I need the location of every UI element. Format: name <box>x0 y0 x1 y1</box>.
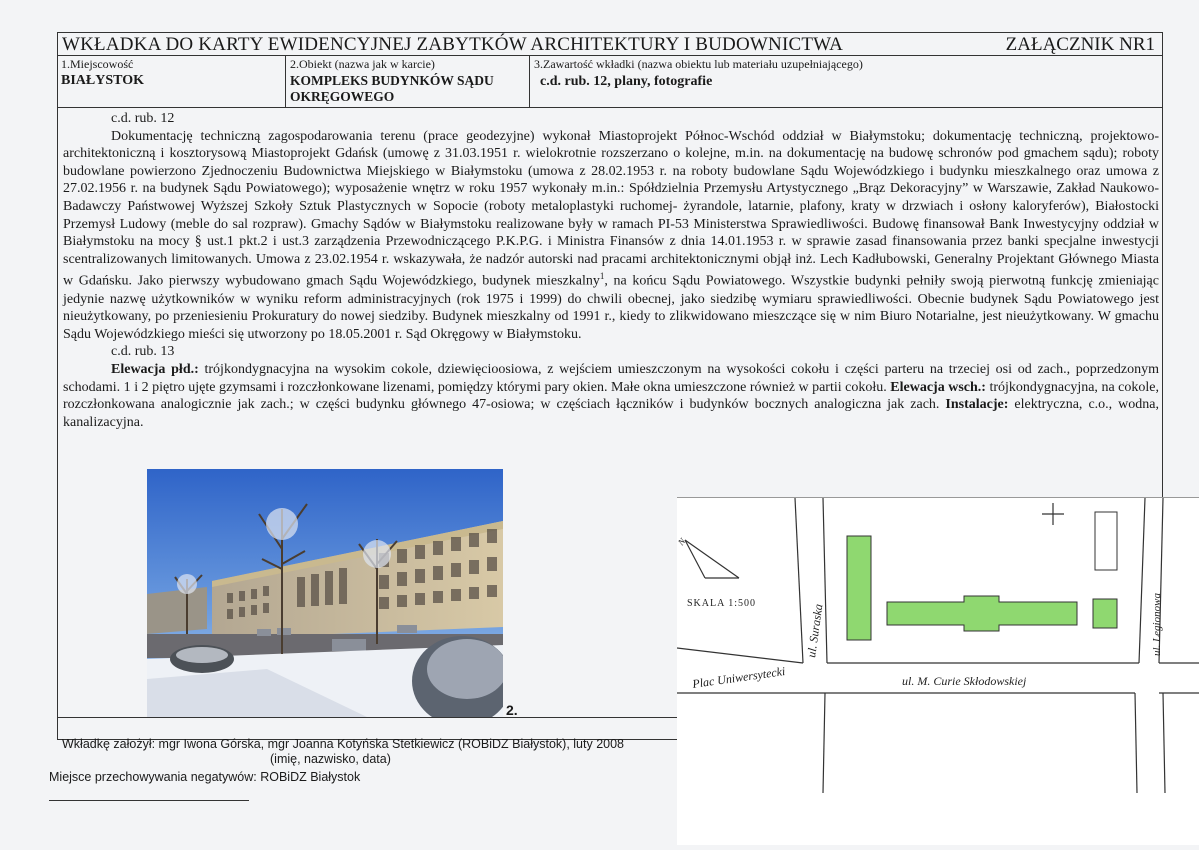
install-label: Instalacje: <box>945 397 1009 413</box>
building-outline <box>1095 512 1117 570</box>
footnote-mark: 1 <box>599 271 605 282</box>
place-value: BIAŁYSTOK <box>61 73 144 88</box>
section1-paragraph <box>63 128 1159 344</box>
document-body <box>63 110 1159 431</box>
author-line: Wkładkę założył: mgr Iwona Górska, mgr Joanna Kotyńska Stetkiewicz (ROBiDZ Białystok), luty 2008 <box>62 737 625 751</box>
elev-south-label: Elewacja płd.: <box>111 361 199 377</box>
section2-paragraph <box>63 361 1159 431</box>
card-title: WKŁADKA DO KARTY EWIDENCYJNEJ ZABYTKÓW ARCHITEKTURY I BUDOWNICTWA <box>62 34 844 55</box>
street-legionowa: ul. Legionowa <box>1151 593 1163 656</box>
elev-east-text: trójkondygnacyjna, na cokole, rozczłonkowana analogicznie jak zach.; w części budynku głównego 47-osiowa; w częściach łączników i budynków bocznych analogiczna jak zach. <box>63 379 1159 413</box>
annex-label: ZAŁĄCZNIK NR1 <box>1005 34 1155 55</box>
title-row <box>57 32 1163 56</box>
building-photo <box>147 469 503 717</box>
north-label: N <box>677 536 688 548</box>
elev-south-text: trójkondygnacyjna na wysokim cokole, dziewięcioosiowa, z wejściem umieszczonym na wysokości cokołu i części parteru na trzeciej osi od zach., poprzedzonym schodami. 1 i 2 piętro ujęte gzymsami i rozczłonkowane lizenami, pomiędzy którymi pary okien. Małe okna umieszczone również w partii cokołu. <box>63 361 1160 395</box>
object-label: 2.Obiekt (nazwa jak w karcie) <box>290 57 435 71</box>
object-value: KOMPLEKS BUDYNKÓW SĄDU OKRĘGOWEGO <box>290 73 494 104</box>
court-buildings <box>847 512 1117 640</box>
signature-line <box>49 800 249 801</box>
building-east <box>1093 599 1117 628</box>
square-label: Plac Uniwersytecki <box>691 664 787 691</box>
place-cell <box>57 56 286 108</box>
place-label: 1.Miejscowość <box>61 57 134 71</box>
footer-divider <box>57 717 677 718</box>
content-label: 3.Zawartość wkładki (nazwa obiektu lub materiału uzupełniającego) <box>534 57 863 71</box>
building-main <box>887 596 1077 631</box>
site-plan-drawing <box>677 498 1199 845</box>
photo-number: 2. <box>506 702 518 718</box>
content-value: c.d. rub. 12, plany, fotografie <box>540 74 713 89</box>
section1-text-a: Dokumentację techniczną zagospodarowania terenu (prace geodezyjne) wykonał Miastoprojekt Północ-Wschód oddział w Białymstoku; dokumentację techniczną, projektowo-architektoniczną i kosztorysową Miastoprojekt Gdańsk (umowę z 31.03.1951 r. wielokrotnie rozszerzano o kolejne, m.in. na dokumentację na budowę schronów pod gmachem sądu); roboty budowlane powierzono Zjednoczeniu Budownictwa Miejskiego w Białymstoku (umowa z 28.02.1953 r. na roboty budowlane Sądu Wojewódzkiego i budynku mieszkalnego oraz umowa z 27.02.1956 r. na budynek Sądu Powiatowego); wyposażenie wnętrz w roku 1957 wykonały m.in.: Spółdzielnia Przemysłu Artystycznego „Brąz Dekoracyjny” w Warszawie, Zakład Naukowo-Badawczy Państwowej Wyższej Szkoły Sztuk Plastycznych w Sopocie (roboty metaloplastyki ruchomej- żyrandole, latarnie, plafony, kraty w drzwiach i osłony kaloryferów), Białostocki Przemysł Ludowy (meble do sal rozpraw). Gmachy Sądów w Białymstoku realizowane były w ramach PI-53 Ministerstwa Sprawiedliwości. Budowę finansował Bank Inwestycyjny oddział w Białymstoku na mocy § ust.1 pkt.2 i ust.3 zarządzenia Przewodniczącego P.K.P.G. i Ministra Finansów z dnia 14.01.1953 r. w sprawie zasad finansowania przez banki specjalne inwestycji scentralizowanych limitowanych. Umowa z 23.02.1954 r. wskazywała, że nadzór autorski nad pracami architektonicznymi objął inż. Lech Kadłubowski, Generalny Projektant Głównego Miasta w Gdańsku. Jako pierwszy wybudowano gmach Sądu Wojewódzkiego, budynek mieszkalny <box>63 128 1159 289</box>
street-curie: ul. M. Curie Skłodowskiej <box>902 674 1027 688</box>
section1-heading: c.d. rub. 12 <box>111 111 175 126</box>
section1-text-b: , na końcu Sądu Powiatowego. Wszystkie budynki pełniły swoją pierwotną funkcję zmieniając jedynie nazwę użytkowników w wyniku reform administracyjnych (rok 1975 i 1999) do chwili obecnej, jako siedzibę wymiaru sprawiedliwości. Obecnie budynek Sądu Powiatowego jest nieużytkowany, po przeniesieniu Prokuratury do nowej siedziby. Budynek mieszkalny od 1991 r., kiedy to zlikwidowano mieszczące się w nim Biuro Notarialne, jest nieużytkowany. W gmachu Sądu Wojewódzkiego mieści się utworzony po 18.05.2001 r. Sąd Okręgowy w Białymstoku. <box>63 274 1159 342</box>
site-plan <box>677 497 1199 845</box>
building-west <box>847 536 871 640</box>
elev-east-label: Elewacja wsch.: <box>890 379 986 395</box>
install-text: elektryczna, c.o., wodna, kanalizacyjna. <box>63 397 1159 430</box>
author-caption: (imię, nazwisko, data) <box>270 752 391 766</box>
negatives-location: Miejsce przechowywania negatywów: ROBiDZ Białystok <box>49 770 361 784</box>
building-photo-image <box>147 469 503 717</box>
section2-heading: c.d. rub. 13 <box>111 344 175 360</box>
street-suraska: ul. Suraska <box>804 602 826 659</box>
scale-label: SKALA 1:500 <box>687 598 757 609</box>
content-cell <box>530 56 1163 108</box>
object-cell <box>286 56 530 108</box>
